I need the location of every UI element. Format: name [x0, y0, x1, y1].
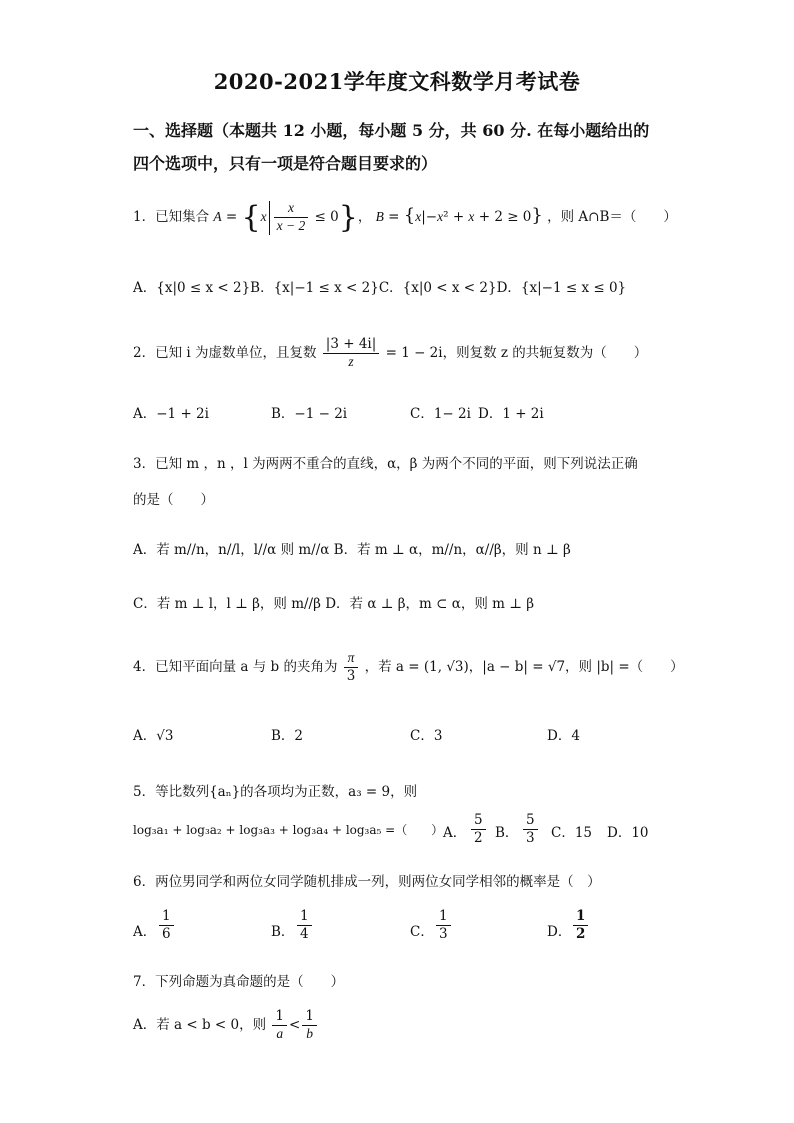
question-7: 7．下列命题为真命题的是（ ） — [133, 974, 345, 990]
q4-option-a: A．√3 — [133, 728, 174, 744]
q5-option-c: C．15 — [551, 825, 593, 841]
q5-option-b-fraction: $\frac{5}{3}$ — [523, 812, 538, 847]
section-heading-line2: 四个选项中，只有一项是符合题目要求的） — [133, 154, 438, 173]
q5-option-a-fraction: $\frac{5}{2}$ — [471, 812, 486, 847]
q6-options — [133, 908, 633, 952]
q6-option-b-label: B． — [271, 924, 295, 940]
q2-option-b: B．−1 − 2i — [271, 406, 348, 422]
q5-expression: log₃a₁ + log₃a₂ + log₃a₃ + log₃a₄ + log₃a₅ =（ ） — [133, 823, 444, 837]
q7-option-a-prefix: A．若 a < b < 0，则 — [133, 1016, 267, 1033]
q6-option-d-fraction: $\frac{1}{2}$ — [573, 908, 588, 943]
q3-options-ab: A．若 m//n，n//l，l//α 则 m//α B．若 m ⊥ α，m//n，α//β，则 n ⊥ β — [133, 542, 571, 558]
q7-right-fraction: $\frac{1}{b}$ — [302, 1008, 317, 1043]
q1-option-d: D．{x|−1 ≤ x ≤ 0} — [496, 280, 627, 296]
q1-tail: ，则 A∩B＝（ ） — [547, 209, 677, 225]
q3-options-cd: C．若 m ⊥ l，l ⊥ β，则 m//β D．若 α ⊥ β，m ⊂ α，则 m ⊥ β — [133, 596, 535, 612]
q6-option-a-fraction: $\frac{1}{6}$ — [159, 908, 174, 943]
q5-option-b-label: B． — [495, 825, 519, 841]
q4-tail: ，若 a = (1, √3)，|a − b| = √7，则 |b| =（ ） — [364, 658, 684, 675]
q1-option-c: C．{x|0 < x < 2} — [378, 280, 497, 296]
q4-option-c: C．3 — [410, 728, 443, 744]
q6-option-c-label: C． — [410, 924, 434, 940]
question-5-line1: 5．等比数列{aₙ}的各项均为正数，a₃ = 9，则 — [133, 784, 418, 800]
q2-option-a: A．−1 + 2i — [133, 406, 209, 422]
question-3-line2: 的是（ ） — [133, 492, 214, 508]
question-1: 1．已知集合 A = {x $\frac{x}{x - 2}$ ≤ 0}， B = {x|−x² + x + 2 ≥ 0} ，则 A∩B＝（ ） — [133, 200, 677, 235]
q2-option-d: D．1 + 2i — [478, 406, 544, 422]
q2-tail: = 1 − 2i，则复数 z 的共轭复数为（ ） — [385, 344, 648, 361]
question-3-line1: 3．已知 m ，n ，l 为两两不重合的直线，α，β 为两个不同的平面，则下列说法正确 — [133, 456, 638, 472]
q2-prefix: 2．已知 i 为虚数单位，且复数 — [133, 344, 317, 361]
question-4 — [133, 650, 684, 685]
question-2 — [133, 336, 647, 371]
q6-option-b-fraction: $\frac{1}{4}$ — [297, 908, 312, 943]
question-5-line2 — [133, 812, 673, 852]
q2-option-c: C．1− 2i — [410, 406, 471, 422]
q7-left-fraction: $\frac{1}{a}$ — [272, 1008, 287, 1043]
q5-option-d: D．10 — [607, 825, 649, 841]
q1-fraction: $\frac{x}{x - 2}$ — [274, 200, 309, 235]
q1-option-b: B．{x|−1 ≤ x < 2} — [250, 280, 379, 296]
q7-option-a — [133, 1008, 319, 1043]
question-6: 6．两位男同学和两位女同学随机排成一列，则两位女同学相邻的概率是（ ） — [133, 874, 601, 890]
q1-options — [133, 276, 626, 296]
exam-title: 2020-2021学年度文科数学月考试卷 — [213, 69, 581, 94]
q4-option-b: B．2 — [271, 728, 304, 744]
q6-option-a-label: A． — [133, 924, 157, 940]
q6-option-d-label: D． — [547, 924, 572, 940]
q6-option-c-fraction: $\frac{1}{3}$ — [436, 908, 451, 943]
q2-fraction: $\frac{|3 + 4i|}{z}$ — [323, 336, 380, 371]
q1-option-a: A．{x|0 ≤ x < 2} — [133, 280, 251, 296]
q4-option-d: D．4 — [547, 728, 580, 744]
q5-option-a-label: A． — [443, 825, 467, 841]
section-heading-line1: 一、选择题（本题共 12 小题，每小题 5 分，共 60 分. 在每小题给出的 — [133, 121, 650, 140]
q4-fraction: $\frac{\pi}{3}$ — [344, 650, 359, 685]
q1-prefix: 1．已知集合 — [133, 209, 210, 225]
q4-prefix: 4．已知平面向量 a 与 b 的夹角为 — [133, 658, 338, 675]
q7-less-than: < — [289, 1016, 301, 1033]
